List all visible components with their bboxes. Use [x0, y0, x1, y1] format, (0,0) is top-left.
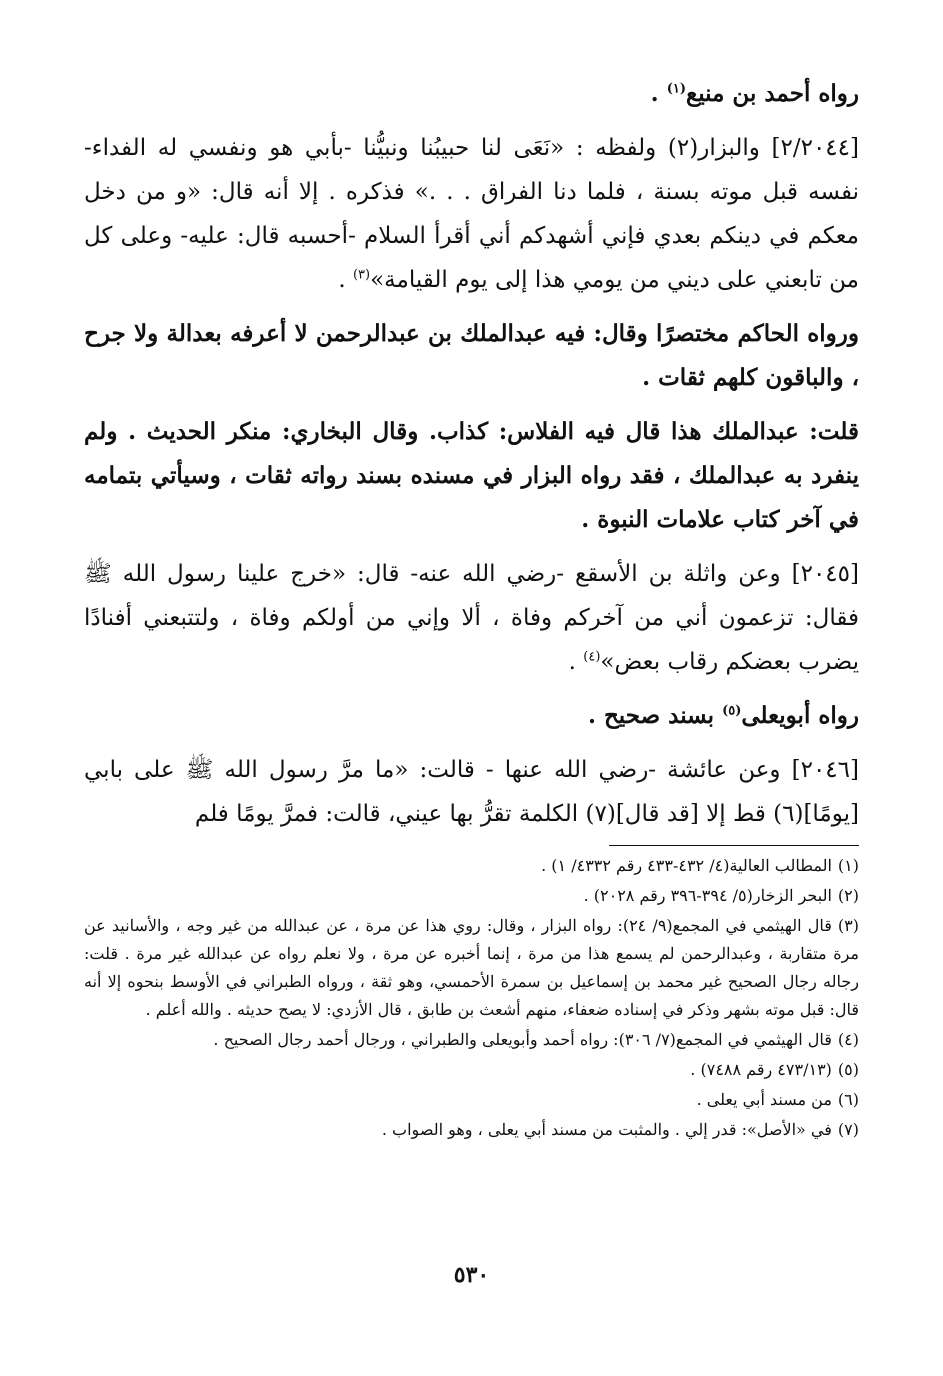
page-number: ٥٣٠: [453, 1262, 490, 1288]
footnote-7: (٧)في «الأصل»: قدر إلي . والمثبت من مسند أبي يعلى ، وهو الصواب .: [381, 1120, 859, 1139]
main-text: [84, 72, 859, 846]
footnote-ref: (٥): [722, 703, 742, 719]
footnote-1: (١)المطالب العالية(٤/ ٤٣٢-٤٣٣ رقم ٤٣٣٢/ ١) .: [541, 856, 859, 875]
footnote-ref: (٣): [352, 267, 371, 283]
footnote-3: (٣)قال الهيثمي في المجمع(٩/ ٢٤): رواه البزار ، وقال: روي هذا عن مرة ، عن عبدالله من غير وجه ، والأسانيد عن مرة متقاربة ، وعبدالرحمن لم يسمع هذا من مرة ، إنما أخبره عن مرة ، ولا نعلم رواه عن عبدالله غير مرة . قلت: رجاله رجال الصحيح غير محمد بن إسماعيل بن سمرة الأحمسي، وهو ثقة ، ورواه الطبراني في الأوسط بنحوه إلا أنه قال: قبل موته بشهر وذكر في إسناده ضعفاء، منهم أشعث بن طابق ، قال الأزدي: لا يصح حديثه . والله أعلم .: [84, 916, 859, 1019]
footnotes: [84, 852, 859, 1146]
footnote-6: (٦)من مسند أبي يعلى .: [696, 1090, 859, 1109]
paragraph-1: رواه أحمد بن منيع$^{(١)}$ .: [650, 80, 859, 107]
footnote-ref: (١): [666, 81, 686, 97]
footnote-ref: (٤): [583, 649, 601, 665]
paragraph-2: [٢/٢٠٤٤] والبزار(٢) ولفظه : «نَعَى لنا حبيبُنا ونبيُّنا -بأبي هو ونفسي له الفداء- نفسه قبل موته بسنة ، فلما دنا الفراق . . .» فذكره . إلا أنه قال: «و من دخل معكم في دينكم بعدي فإني أشهدكم أني أقرأ السلام -أحسبه قال: عليه- وعلى كل من تابعني على ديني من يومي هذا إلى يوم القيامة»$^{(٣)}$ .: [84, 135, 859, 293]
footnote-2: (٢)البحر الزخار(٥/ ٣٩٤-٣٩٦ رقم ٢٠٢٨) .: [583, 886, 859, 905]
footnote-4: (٤)قال الهيثمي في المجمع(٧/ ٣٠٦): رواه أحمد وأبويعلى والطبراني ، ورجال أحمد رجال الصحيح .: [213, 1030, 859, 1049]
paragraph-5: [٢٠٤٥] وعن واثلة بن الأسقع -رضي الله عنه- قال: «خرج علينا رسول الله ﷺ فقال: تزعمون أني من آخركم وفاة ، ألا وإني من أولكم وفاة ، ولتتبعني أفنادًا يضرب بعضكم رقاب بعض»$^{(٤)}$ .: [84, 561, 859, 675]
paragraph-6: رواه أبويعلى$^{(٥)}$ بسند صحيح .: [587, 702, 859, 729]
footnote-divider: [609, 845, 859, 846]
paragraph-7: [٢٠٤٦] وعن عائشة -رضي الله عنها - قالت: «ما مرَّ رسول الله ﷺ على بابي [يومًا](٦) قط إلا [قد قال](٧) الكلمة تقرُّ بها عيني، قالت: فمرَّ يومًا فلم: [84, 757, 859, 827]
footnote-5: (٥)(٤٧٣/١٣ رقم ٧٤٨٨) .: [690, 1060, 859, 1079]
paragraph-3: ورواه الحاكم مختصرًا وقال: فيه عبدالملك بن عبدالرحمن لا أعرفه بعدالة ولا جرح ، والباقون كلهم ثقات .: [84, 320, 859, 391]
paragraph-4: قلت: عبدالملك هذا قال فيه الفلاس: كذاب. وقال البخاري: منكر الحديث . ولم ينفرد به عبدالملك ، فقد رواه البزار في مسنده بسند رواته ثقات ، وسيأتي بتمامه في آخر كتاب علامات النبوة .: [84, 418, 859, 533]
